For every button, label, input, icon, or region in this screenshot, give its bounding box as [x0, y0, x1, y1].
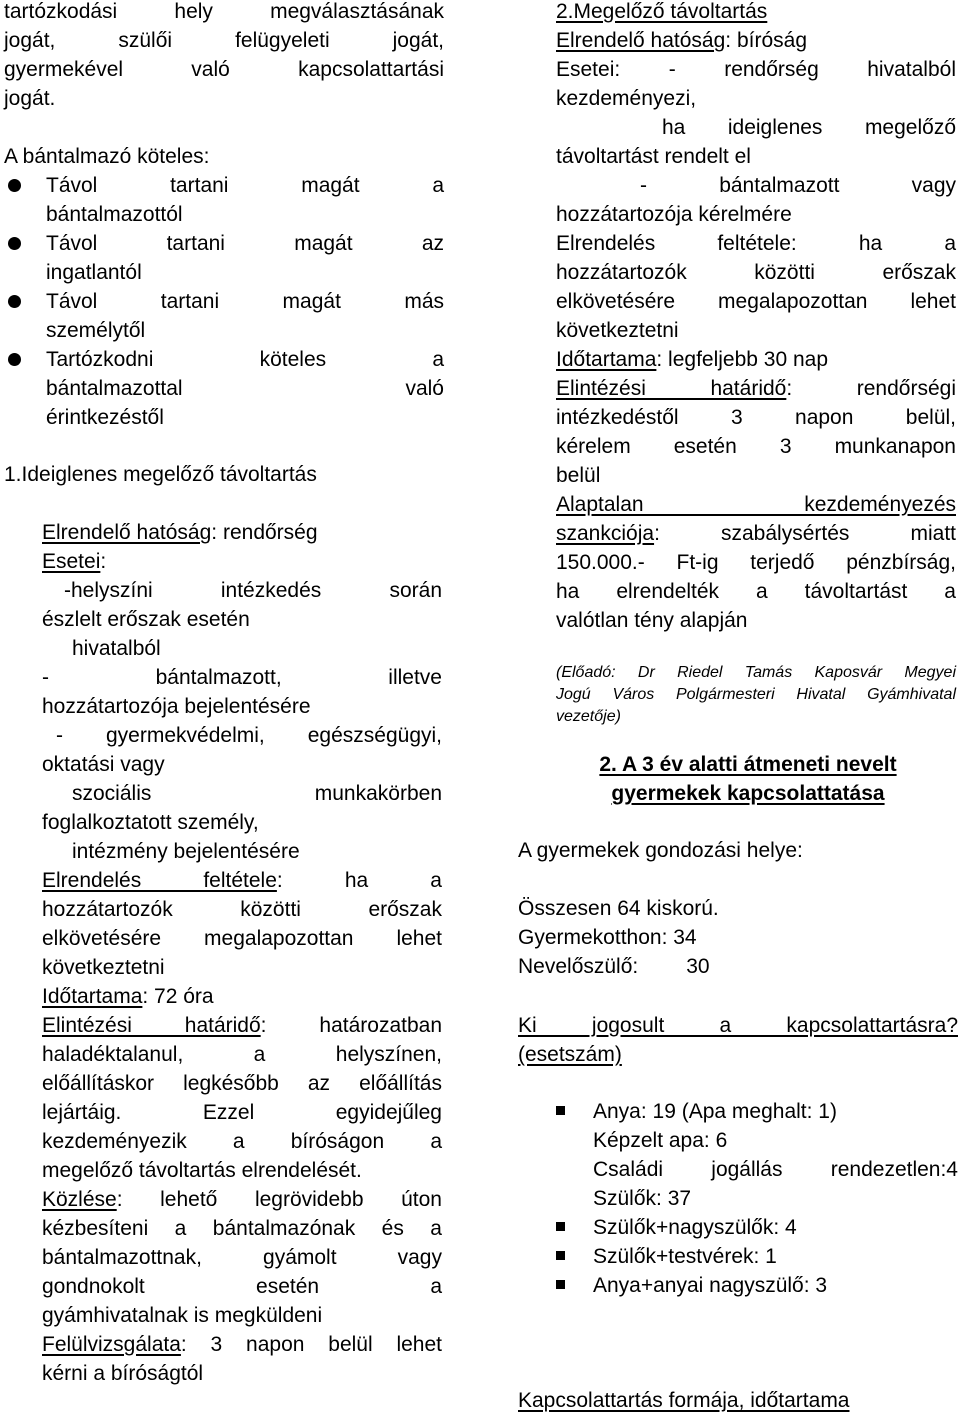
obligations-title: A bántalmazó köteles:	[4, 145, 210, 168]
eligibility-text: Szülők: 37	[593, 1187, 692, 1210]
care-stats	[518, 894, 958, 981]
duration-label: Időtartama	[556, 348, 657, 371]
obligation-item	[4, 287, 444, 345]
deadline-line: megelőző távoltartás elrendelését.	[42, 1159, 362, 1182]
case-line: -helyszíni intézkedés során	[64, 579, 442, 602]
heading-line: gyermekek kapcsolattatása	[611, 782, 885, 805]
case-line: észlelt erőszak esetén	[42, 608, 250, 631]
authority-label: Elrendelő hatóság	[556, 29, 726, 52]
deadline-text: : határozatban	[260, 1014, 442, 1037]
case-line: hivatalból	[72, 637, 161, 660]
condition-row	[42, 866, 442, 895]
obligation-item	[4, 229, 444, 287]
authority-row	[556, 26, 956, 55]
sanction-label: szankciója	[556, 522, 655, 545]
review-line: kérni a bíróságtól	[42, 1362, 204, 1385]
bullet-dot-icon	[8, 295, 21, 308]
obligation-text: Távol tartani magát az	[46, 232, 444, 255]
eligibility-line: Ki jogosult a kapcsolattartásra?	[518, 1014, 958, 1037]
eligibility-item	[556, 1271, 958, 1300]
duration-value: : 72 óra	[142, 985, 214, 1008]
foster-count	[518, 952, 958, 981]
authority-row	[42, 518, 442, 547]
delivery-line: bántalmazottnak, gyámolt vagy	[42, 1246, 442, 1269]
delivery-line: kézbesíteni a bántalmazónak és a	[42, 1217, 442, 1240]
section-heading-2	[556, 750, 940, 808]
delivery-line: gyámhivatalnak is megküldeni	[42, 1304, 323, 1327]
cases-row	[42, 547, 442, 576]
case-line: oktatási vagy	[42, 753, 165, 776]
eligibility-item	[556, 1097, 958, 1213]
eligibility-text: Képzelt apa: 6	[593, 1129, 728, 1152]
condition-line: következtetni	[42, 956, 165, 979]
obligation-item	[4, 345, 444, 432]
sanction-label: Alaptalan kezdeményezés	[556, 493, 956, 516]
eligibility-list	[556, 1097, 958, 1300]
care-place-label: A gyermekek gondozási helye:	[518, 839, 803, 862]
delivery-line: gondnokolt esetén a	[42, 1275, 442, 1298]
condition-line: elkövetésére megalapozottan lehet	[556, 290, 956, 313]
duration-label: Időtartama	[42, 985, 143, 1008]
section2-title: 2.Megelőző távoltartás	[556, 0, 768, 23]
obligation-text: ingatlantól	[46, 261, 142, 284]
duration-value: : legfeljebb 30 nap	[656, 348, 829, 371]
deadline-line: haladéktalanul, a helyszínen,	[42, 1043, 442, 1066]
deadline-line: kérelem esetén 3 munkanapon	[556, 435, 956, 458]
obligation-item	[4, 171, 444, 229]
eligibility-text: Anya: 19 (Apa meghalt: 1)	[593, 1100, 837, 1123]
sanction-line: valótlan tény alapján	[556, 609, 748, 632]
authority-value: : bíróság	[725, 29, 808, 52]
contact-form-heading: Kapcsolattartás formája, időtartama	[518, 1389, 850, 1412]
case-line: ha ideiglenes megelőző	[662, 116, 956, 139]
obligation-text: érintkezéstől	[46, 406, 164, 429]
section1-body	[42, 518, 442, 1388]
eligibility-text: Szülők+testvérek: 1	[593, 1245, 777, 1268]
authority-label: Elrendelő hatóság	[42, 521, 212, 544]
cases-label: Esetei	[42, 550, 101, 573]
foster-label: Nevelőszülő:	[518, 955, 639, 978]
bullet-square-icon	[556, 1106, 565, 1115]
eligibility-item	[556, 1213, 958, 1242]
total-count: Összesen 64 kiskorú.	[518, 897, 719, 920]
bullet-dot-icon	[8, 353, 21, 366]
condition-label: Elrendelés feltétele	[42, 869, 277, 892]
cases-colon: :	[100, 550, 107, 573]
obligation-text: Tartózkodni köteles a	[46, 348, 444, 371]
review-text: : 3 napon belül lehet	[180, 1333, 442, 1356]
delivery-label: Közlése	[42, 1188, 117, 1211]
authority-value: : rendőrség	[211, 521, 318, 544]
deadline-row	[556, 374, 956, 403]
section1-title: 1.Ideiglenes megelőző távoltartás	[4, 463, 317, 486]
bullet-dot-icon	[8, 179, 21, 192]
sanction-text: : szabálysértés miatt	[654, 522, 956, 545]
duration-row	[556, 345, 956, 374]
case-line: szociális munkakörben	[72, 782, 442, 805]
condition-line: következtetni	[556, 319, 679, 342]
condition-line: hozzátartozók közötti erőszak	[42, 898, 442, 921]
bullet-square-icon	[556, 1280, 565, 1289]
intro-paragraph	[4, 0, 444, 113]
note-line: Jogú Város Polgármesteri Hivatal Gyámhivatal	[556, 686, 956, 703]
bullet-square-icon	[556, 1251, 565, 1260]
deadline-label: Elintézési határidő	[42, 1014, 261, 1037]
childrens-home-count: Gyermekotthon: 34	[518, 926, 697, 949]
obligation-text: bántalmazottal való	[46, 377, 444, 400]
review-label: Felülvizsgálata	[42, 1333, 181, 1356]
case-line: - gyermekvédelmi, egészségügyi,	[56, 724, 442, 747]
obligation-text: bántalmazottól	[46, 203, 183, 226]
deadline-line: előállításkor legkésőbb az előállítás	[42, 1072, 442, 1095]
bullet-square-icon	[556, 1222, 565, 1231]
note-line: (Előadó: Dr Riedel Tamás Kaposvár Megyei	[556, 664, 956, 681]
deadline-row	[42, 1011, 442, 1040]
deadline-line: intézkedéstől 3 napon belül,	[556, 406, 956, 429]
foster-value: 30	[686, 955, 710, 978]
obligation-text: személytől	[46, 319, 146, 342]
sanction-line: ha elrendelték a távoltartást a	[556, 580, 956, 603]
bullet-dot-icon	[8, 237, 21, 250]
case-line: kezdeményezi,	[556, 87, 697, 110]
intro-line: jogát.	[4, 87, 56, 110]
deadline-text: : rendőrségi	[786, 377, 956, 400]
obligation-text: Távol tartani magát más	[46, 290, 444, 313]
case-line: - bántalmazott, illetve	[42, 666, 442, 689]
heading-line: 2. A 3 év alatti átmeneti nevelt	[599, 753, 897, 776]
duration-row	[42, 982, 442, 1011]
obligations-list	[4, 171, 444, 432]
deadline-line: kezdeményezik a bíróságon a	[42, 1130, 442, 1153]
case-line: hozzátartozója kérelmére	[556, 203, 792, 226]
intro-line: jogát, szülői felügyeleti jogát,	[4, 29, 444, 52]
condition-line: Elrendelés feltétele: ha a	[556, 232, 956, 255]
sanction-row	[556, 519, 956, 548]
deadline-line: lejártáig. Ezzel egyidejűleg	[42, 1101, 442, 1124]
note-line: vezetője)	[556, 708, 621, 725]
eligibility-text: Anya+anyai nagyszülő: 3	[593, 1274, 828, 1297]
case-line: foglalkoztatott személy,	[42, 811, 259, 834]
delivery-row	[42, 1185, 442, 1214]
case-line: - bántalmazott vagy	[640, 174, 956, 197]
case-line: hozzátartozója bejelentésére	[42, 695, 311, 718]
intro-line: tartózkodási hely megválasztásának	[4, 0, 444, 23]
presenter-note	[556, 662, 956, 728]
eligibility-text: Családi jogállás rendezetlen:4	[593, 1158, 958, 1181]
sanction-line: 150.000.- Ft-ig terjedő pénzbírság,	[556, 551, 956, 574]
eligibility-line: (esetszám)	[518, 1043, 622, 1066]
condition-line: elkövetésére megalapozottan lehet	[42, 927, 442, 950]
case-line: távoltartást rendelt el	[556, 145, 751, 168]
condition-line: hozzátartozók közötti erőszak	[556, 261, 956, 284]
intro-line: gyermekével való kapcsolattartási	[4, 58, 444, 81]
eligibility-text: Szülők+nagyszülők: 4	[593, 1216, 797, 1239]
eligibility-item	[556, 1242, 958, 1271]
eligibility-heading	[518, 1011, 958, 1069]
case-line: intézmény bejelentésére	[72, 840, 300, 863]
case-line: Esetei: - rendőrség hivatalból	[556, 58, 956, 81]
delivery-text: : lehető legrövidebb úton	[116, 1188, 442, 1211]
review-row	[42, 1330, 442, 1359]
deadline-line: belül	[556, 464, 601, 487]
condition-text: : ha a	[276, 869, 442, 892]
deadline-label: Elintézési határidő	[556, 377, 787, 400]
section2-body	[556, 0, 956, 635]
obligation-text: Távol tartani magát a	[46, 174, 444, 197]
